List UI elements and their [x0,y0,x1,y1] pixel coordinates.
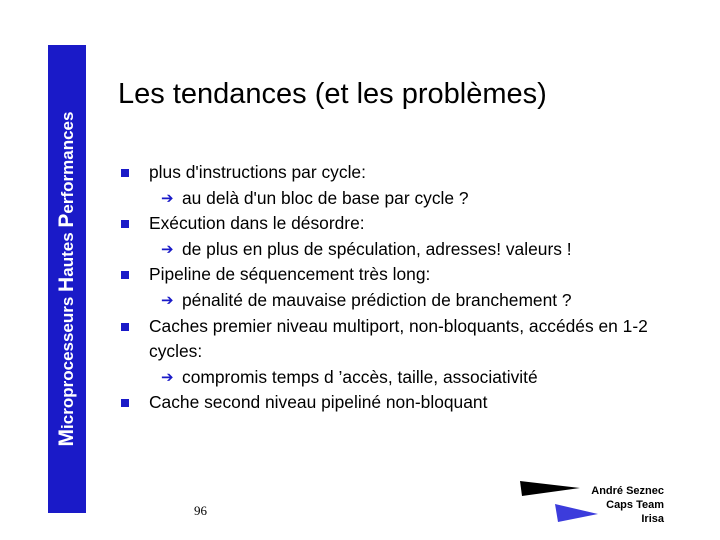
slide-title: Les tendances (et les problèmes) [118,78,547,110]
sub-bullet-item: ➔ compromis temps d ’accès, taille, associativité [121,365,681,391]
bullet-item: Caches premier niveau multiport, non-bloquants, accédés en 1-2 cycles: [121,314,681,365]
caps-logo-icon [520,478,600,526]
square-bullet-icon [121,169,129,177]
sub-bullet-item: ➔ au delà d'un bloc de base par cycle ? [121,186,681,212]
arrow-icon: ➔ [161,189,174,207]
bullet-item: Cache second niveau pipeliné non-bloquant [121,390,681,416]
bullet-item: Pipeline de séquencement très long: [121,262,681,288]
author-block [591,484,664,526]
square-bullet-icon [121,323,129,331]
author-lab: Irisa [641,513,664,525]
square-bullet-icon [121,399,129,407]
arrow-icon: ➔ [161,291,174,309]
author-team: Caps Team [606,499,664,511]
square-bullet-icon [121,220,129,228]
square-bullet-icon [121,271,129,279]
logo-dark-wedge [520,481,580,496]
arrow-icon: ➔ [161,240,174,258]
bullet-item: Exécution dans le désordre: [121,211,681,237]
sidebar-title: Microprocesseurs Hautes Performances [55,111,78,447]
sub-bullet-item: ➔ pénalité de mauvaise prédiction de branchement ? [121,288,681,314]
sub-bullet-item: ➔ de plus en plus de spéculation, adresses! valeurs ! [121,237,681,263]
author-name: André Seznec [591,485,664,497]
bullet-list [121,160,681,416]
bullet-item: plus d'instructions par cycle: [121,160,681,186]
arrow-icon: ➔ [161,368,174,386]
page-number: 96 [194,503,207,518]
